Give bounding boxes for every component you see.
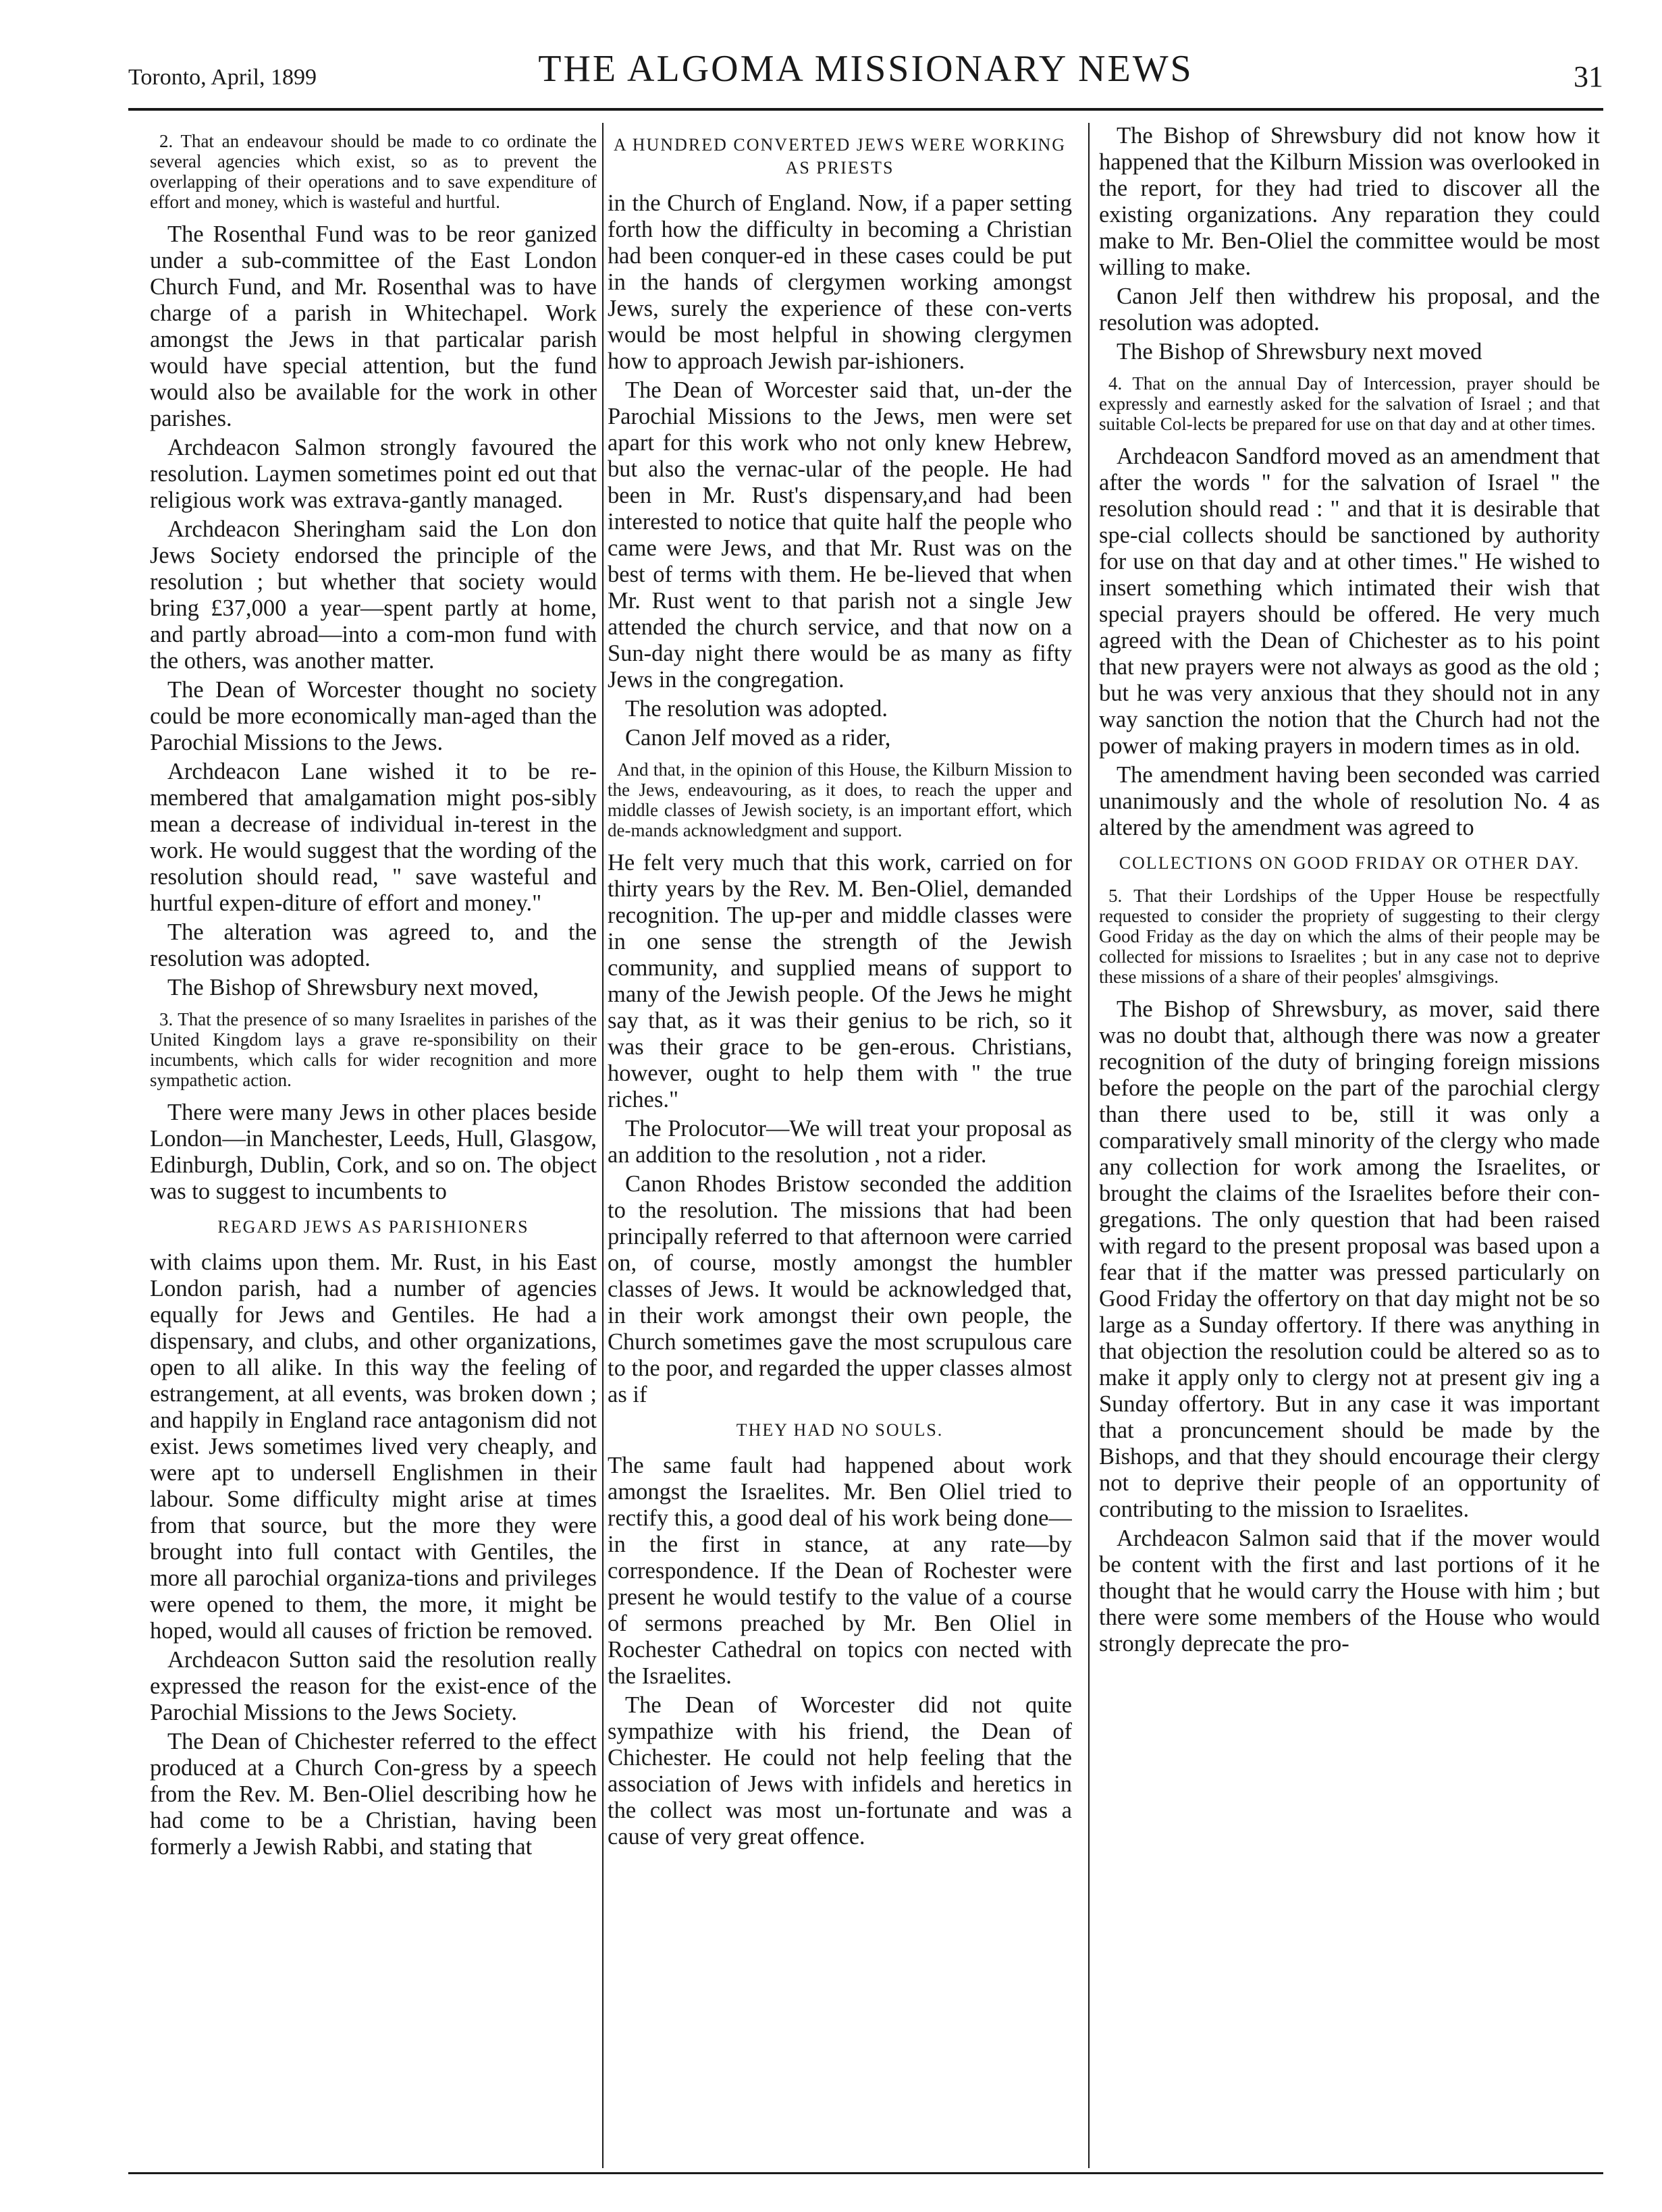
top-rule — [128, 108, 1603, 111]
column-1 — [150, 123, 597, 2168]
paragraph: Archdeacon Salmon strongly favoured the resolution. Laymen sometimes point ed out that religious work was extrava-gantly managed. — [150, 435, 597, 513]
bottom-rule — [128, 2172, 1603, 2174]
paragraph: The Rosenthal Fund was to be reor ganized under a sub-committee of the East London Church Fund, and Mr. Rosenthal was to have charge of a parish in Whitechapel. Work amongst the Jews in that particalar parish would have special attention, but the fund would also be available for the work in other parishes. — [150, 221, 597, 431]
paragraph: Archdeacon Sandford moved as an amendment that after the words " for the salvation of Israel " the resolution should read : " and that it is desirable that spe-cial collects should be sanctioned by authority for use on that day and at other times." He wished to insert something which intimated their wish that special prayers should be offered. He very much agreed with the Dean of Chichester as to his point that new prayers were not always as good as the old ; but he was very anxious that they should not in any way sanction the notion that the Church had not the power of making prayers in modern times as in old. — [1099, 443, 1600, 759]
section-heading: THEY HAD NO SOULS. — [736, 1420, 944, 1440]
paragraph: with claims upon them. Mr. Rust, in his East London parish, had a number of agencies equally for Jews and Gentiles. He had a dispensary, and clubs, and other organizations, open to all alike. In this way the feeling of estrangement, at all events, was broken down ; and happily in England race antagonism did not exist. Jews sometimes lived very cheaply, and were apt to undersell Englishmen in their labour. Some difficulty might arise at times from that source, but the more they were brought into full contact with Gentiles, the more all parochial organiza-tions and privileges were opened to them, the more, it might be hoped, would all causes of friction be removed. — [150, 1249, 597, 1644]
paragraph: The Prolocutor—We will treat your proposal as an addition to the resolution , not a rider. — [608, 1116, 1072, 1168]
paragraph: The Bishop of Shrewsbury next moved, — [167, 975, 539, 1000]
paragraph: The same fault had happened about work amongst the Israelites. Mr. Ben Oliel tried to rectify this, a good deal of his work being done—in the first in stance, at any rate—by correspondence. If the Dean of Rochester were present he would testify to the value of a course of sermons preached by Mr. Ben Oliel in Rochester Cathedral on topics con nected with the Israelites. — [608, 1453, 1072, 1689]
paragraph: Canon Rhodes Bristow seconded the addition to the resolution. The missions that had been principally referred to that afternoon were carried on, of course, mostly amongst the humbler classes of Jews. It would be acknowledged that, in their work amongst their own people, the Church sometimes gave the most scrupulous care to the poor, and regarded the upper classes almost as if — [608, 1171, 1072, 1407]
issue-date: Toronto, April, 1899 — [128, 65, 317, 90]
column-divider — [1088, 123, 1090, 2168]
paragraph: The Bishop of Shrewsbury, as mover, said there was no doubt that, although there was now a greater recognition of the duty of bringing foreign missions before the people on the part of the parochial clergy than there used to be, still it was only a comparatively small minority of the clergy who made any collection for work among the Israelites, or brought the claims of the Israelites before their con-gregations. The only question that had been raised with regard to the present proposal was based upon a fear that if the matter was pressed particularly on Good Friday the offertory on that day might not be so large as a Sunday offertory. If there was anything in that objection the resolution could be altered so as to make it apply only to clergy not at present giv ing a Sunday offertory. But in any case it was important that a proncuncement should be made by the Bishops, and that they should encourage their clergy not to deprive their people of an opportunity of contributing to the mission to Israelites. — [1099, 996, 1600, 1522]
paragraph: There were many Jews in other places beside London—in Manchester, Leeds, Hull, Glasgow, Edinburgh, Dublin, Cork, and so on. The object was to suggest to incumbents to — [150, 1100, 597, 1204]
resolution-3: 3. That the presence of so many Israelites in parishes of the United Kingdom lays a grave re-sponsibility on their incumbents, which calls for wider recognition and more sympathetic action. — [150, 1009, 597, 1090]
section-heading: A HUNDRED CONVERTED JEWS WERE WORKING AS PRIESTS — [613, 135, 1067, 178]
page-number: 31 — [1574, 60, 1603, 93]
rider-text: And that, in the opinion of this House, the Kilburn Mission to the Jews, endeavouring, as it does, to reach the upper and middle classes of Jewish society, is an important effort, which de-mands acknowledgment and support. — [608, 759, 1072, 840]
newspaper-title: THE ALGOMA MISSIONARY NEWS — [538, 48, 1194, 90]
section-heading: REGARD JEWS AS PARISHIONERS — [217, 1217, 529, 1237]
column-3 — [1099, 123, 1600, 2168]
section-heading: COLLECTIONS ON GOOD FRIDAY OR OTHER DAY. — [1119, 853, 1580, 873]
paragraph: The amendment having been seconded was carried unanimously and the whole of resolution No. 4 as altered by the amendment was agreed to — [1099, 762, 1600, 840]
column-2 — [608, 123, 1072, 2168]
paragraph: The resolution was adopted. — [625, 696, 888, 722]
paragraph: The Bishop of Shrewsbury did not know how it happened that the Kilburn Mission was overlooked in the report, for they had tried to discover all the existing organizations. Any reparation they could make to Mr. Ben-Oliel the committee would be most willing to make. — [1099, 123, 1600, 280]
paragraph: The Dean of Chichester referred to the effect produced at a Church Con-gress by a speech from the Rev. M. Ben-Oliel describing how he had come to be a Christian, having been formerly a Jewish Rabbi, and stating that — [150, 1729, 597, 1860]
resolution-2: 2. That an endeavour should be made to co ordinate the several agencies which exist, so as to prevent the overlapping of their operations and to save expenditure of effort and money, which is wasteful and hurtful. — [150, 131, 597, 212]
paragraph: Archdeacon Sutton said the resolution really expressed the reason for the exist-ence of the Parochial Missions to the Jews Society. — [150, 1647, 597, 1725]
paragraph: Canon Jelf moved as a rider, — [625, 725, 891, 751]
paragraph: Archdeacon Lane wished it to be re-membered that amalgamation might pos-sibly mean a decrease of individual in-terest in the work. He would suggest that the wording of the resolution should read, " save wasteful and hurtful expen-diture of effort and money." — [150, 759, 597, 916]
masthead — [128, 42, 1603, 103]
paragraph: The Dean of Worcester said that, un-der the Parochial Missions to the Jews, men were set apart for this work who not only knew Hebrew, but also the vernac-ular of the people. He had been in Mr. Rust's dispensary,and had been interested to notice that quite half the people who came were Jews, and that Mr. Rust was on the best of terms with them. He be-lieved that when Mr. Rust went to that parish not a single Jew attended the church service, and that now on a Sun-day night there would be as many as fifty Jews in the congregation. — [608, 377, 1072, 693]
paragraph: in the Church of England. Now, if a paper setting forth how the difficulty in becoming a Christian had been conquer-ed in these cases could be put in the hands of clergymen working amongst Jews, surely the experience of these con-verts would be most helpful in showing clergymen how to approach Jewish par-ishioners. — [608, 190, 1072, 374]
paragraph: The Dean of Worcester did not quite sympathize with his friend, the Dean of Chichester. He could not help feeling that the association of Jews with infidels and heretics in the collect was most un-fortunate and was a cause of very great offence. — [608, 1692, 1072, 1850]
resolution-5: 5. That their Lordships of the Upper House be respectfully requested to consider the propriety of suggesting to their clergy Good Friday as the day on which the alms of their people may be collected for missions to Israelites ; but in any case not to deprive these missions of a share of their peoples' almsgivings. — [1099, 886, 1600, 987]
resolution-4: 4. That on the annual Day of Intercession, prayer should be expressly and earnestly asked for the salvation of Israel ; and that suitable Col-lects be prepared for use on that day and at other times. — [1099, 373, 1600, 434]
paragraph: Canon Jelf then withdrew his proposal, and the resolution was adopted. — [1099, 284, 1600, 335]
paragraph: The Dean of Worcester thought no society could be more economically man-aged than the Parochial Missions to the Jews. — [150, 677, 597, 755]
column-divider — [602, 123, 604, 2168]
paragraph: The alteration was agreed to, and the resolution was adopted. — [150, 919, 597, 971]
paragraph: He felt very much that this work, carried on for thirty years by the Rev. M. Ben-Oliel, demanded recognition. The up-per and middle classes were in one sense the strength of the Jewish community, and supplied means of support to many of the Jewish people. Of the Jews he might say that, as it was their genius to be rich, so it was their grace to be gen-erous. Christians, however, ought to help them with " the true riches." — [608, 850, 1072, 1112]
paragraph: Archdeacon Sheringham said the Lon don Jews Society endorsed the principle of the resolution ; but whether that society would bring £37,000 a year—spent partly at home, and partly abroad—into a com-mon fund with the others, was another matter. — [150, 516, 597, 674]
paragraph: Archdeacon Salmon said that if the mover would be content with the first and last portions of it he thought that he would carry the House with him ; but there were some members of the House who would strongly deprecate the pro- — [1099, 1526, 1600, 1656]
paragraph: The Bishop of Shrewsbury next moved — [1117, 339, 1482, 365]
